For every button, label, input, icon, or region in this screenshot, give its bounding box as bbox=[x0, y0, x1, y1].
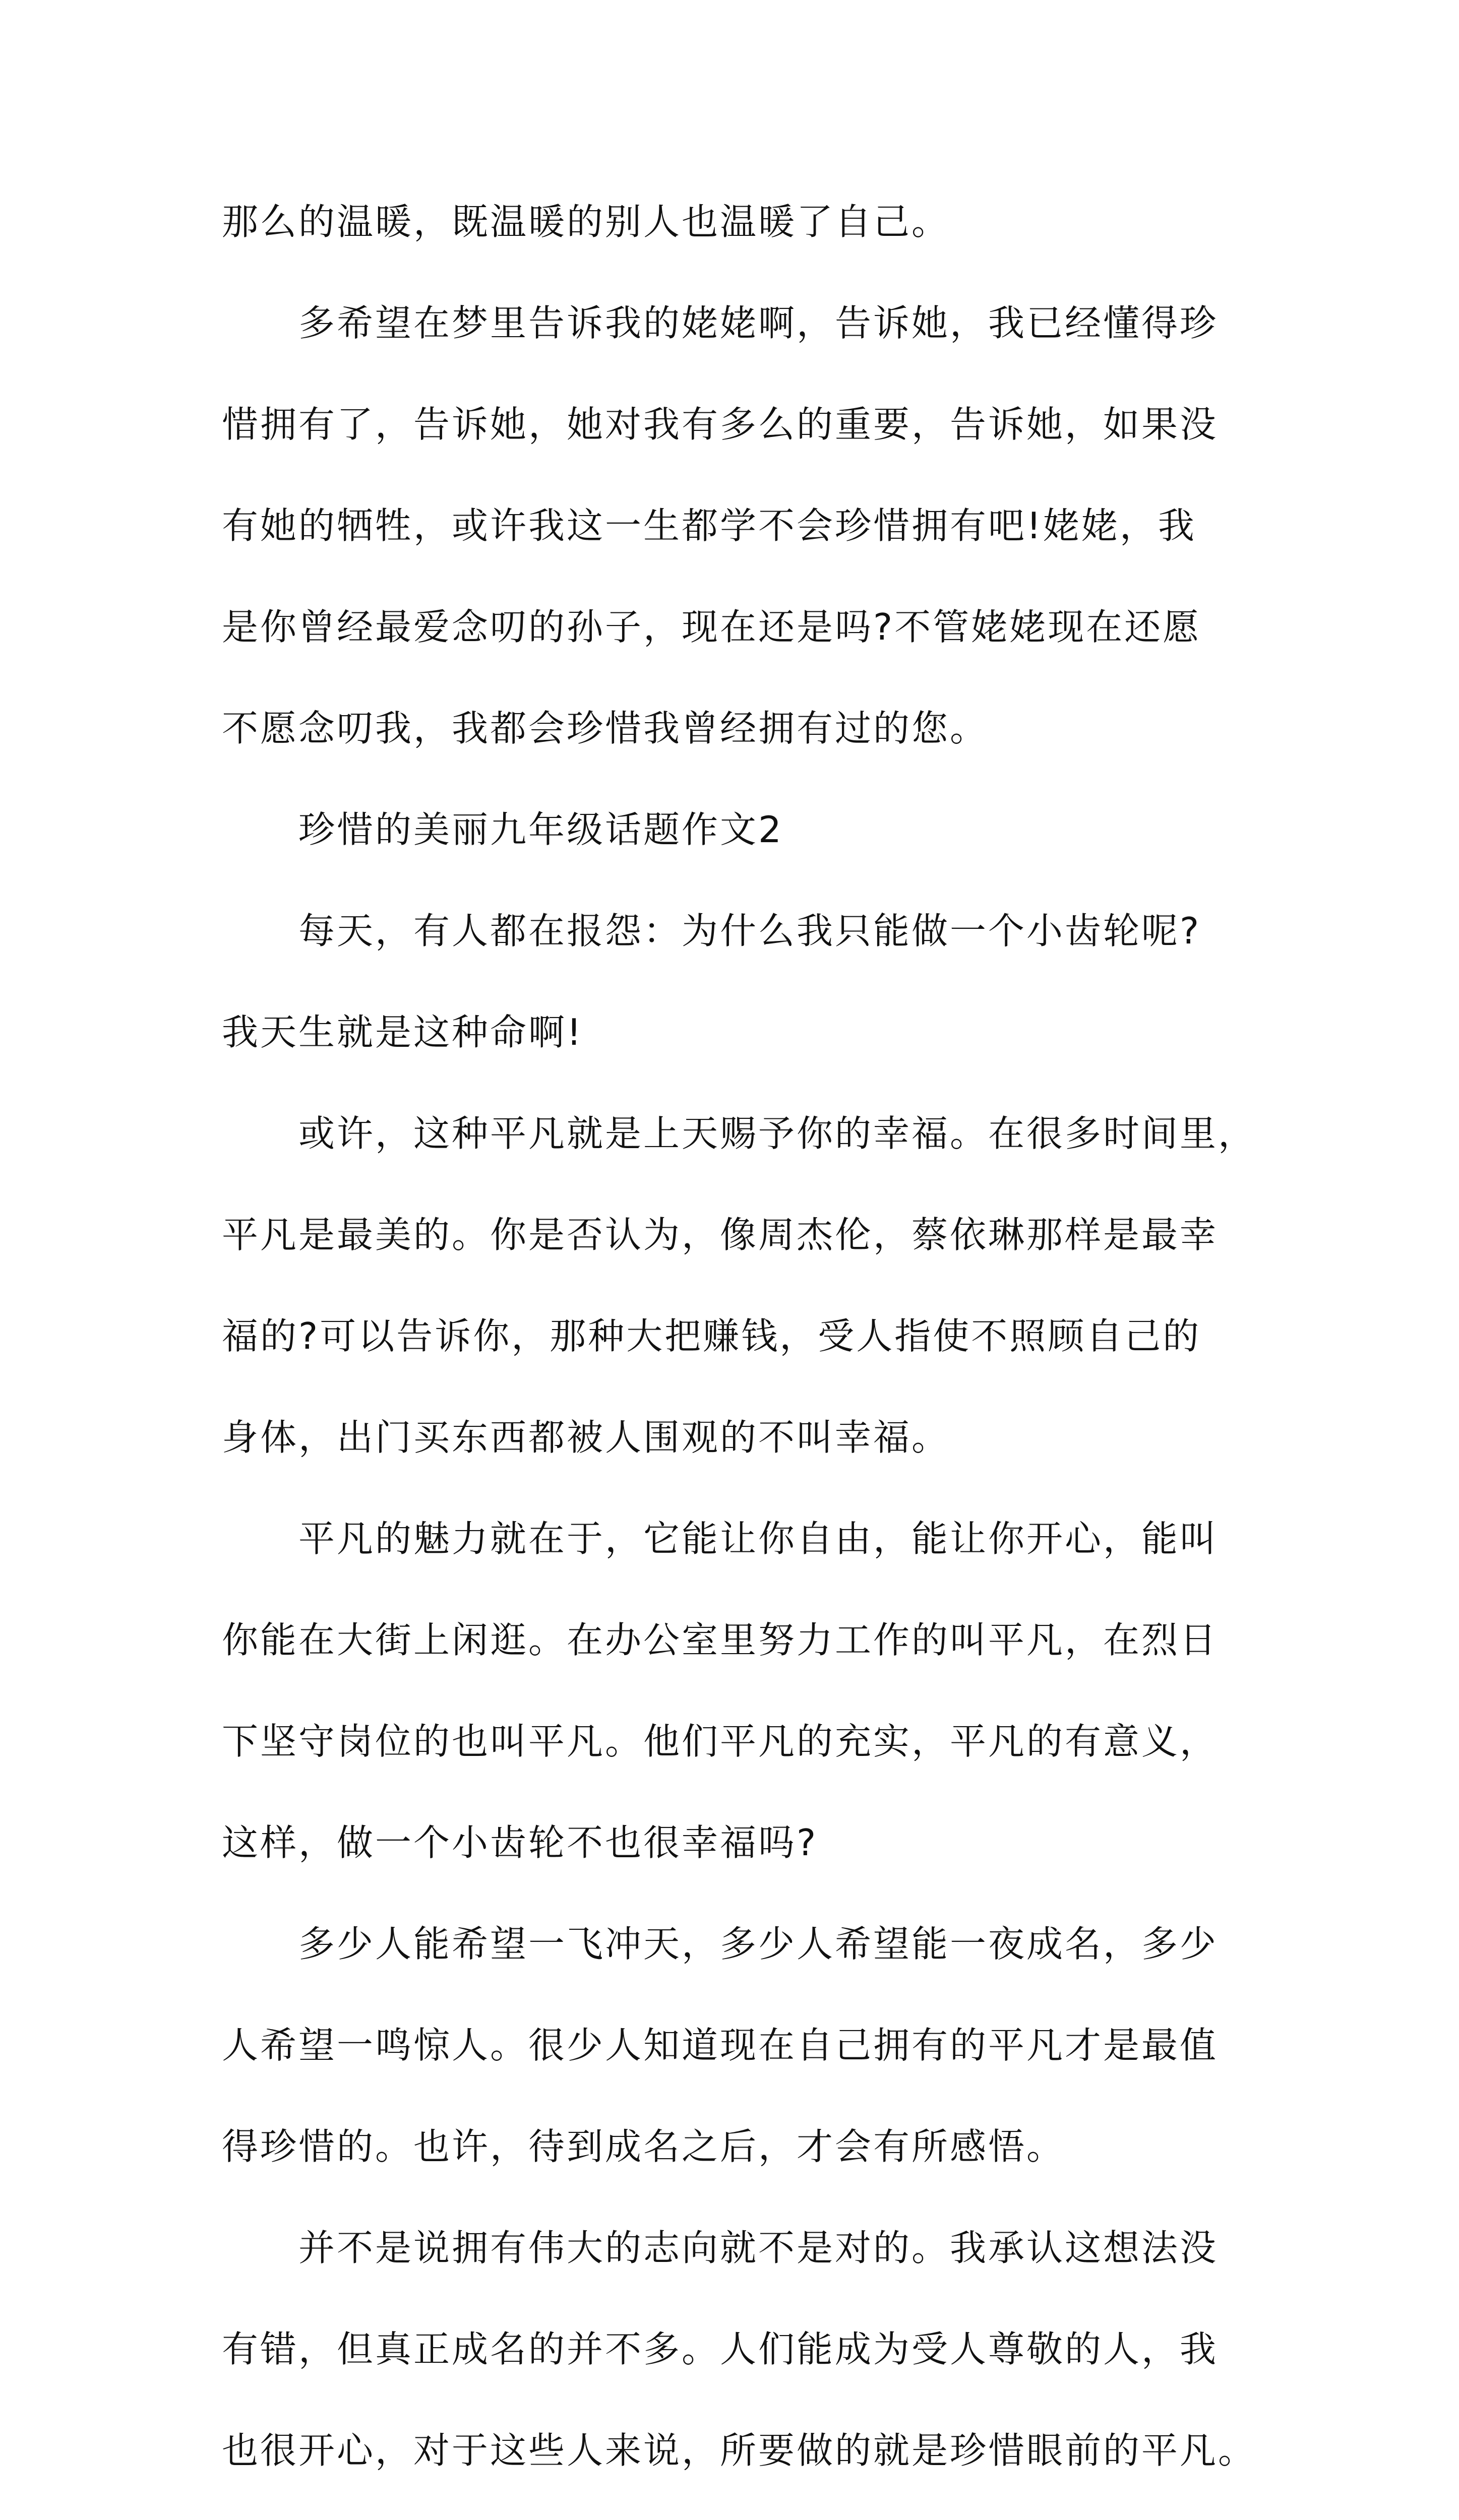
text-line: 多少人能希望一飞冲天，多少人希望能一夜成名，多少 bbox=[298, 1923, 1219, 1965]
text-line bbox=[222, 2501, 1250, 2520]
text-line: 或许，这种平凡就是上天赐予你的幸福。在很多时间里， bbox=[298, 1112, 1257, 1155]
essay-text bbox=[222, 171, 1257, 2520]
text-line: 下坚守岗位的也叫平凡。他们平凡的充实，平凡的有意义， bbox=[222, 1720, 1219, 1762]
text-line: 也很开心，对于这些人来说，所要做的就是珍惜眼前的平凡。 bbox=[222, 2429, 1257, 2472]
text-line: 每天，有人都在报怨：为什么我只能做一个小齿轮呢? bbox=[298, 910, 1201, 952]
text-line: 这样，做一个小齿轮不也很幸福吗? bbox=[222, 1821, 818, 1864]
text-line: 惜拥有了，告诉她，她对我有多么的重要，告诉她，如果没 bbox=[222, 403, 1219, 446]
text-line: 有错，但真正成名的并不多。人们能成为受人尊敬的人，我 bbox=[222, 2328, 1219, 2370]
essay-title: 珍惜的美丽九年级话题作文2 bbox=[298, 808, 783, 851]
text-line: 平凡是最美的。你是否认为，像周杰伦，蔡依琳那样是最幸 bbox=[222, 1214, 1219, 1256]
text-line: 是你曾经最爱念叨的孙子，现在还是吗?不管姥姥现在还愿 bbox=[222, 606, 1201, 648]
text-line: 得珍惜的。也许，待到成名之后，才会有所感悟。 bbox=[222, 2125, 1065, 2168]
text-line: 那么的温暖，既温暖的别人也温暖了自己。 bbox=[222, 201, 950, 243]
text-line: 你能在大街上闲逛。在办公室里努力工作的叫平凡，在烈日 bbox=[222, 1619, 1219, 1661]
text-line: 并不是说拥有伟大的志向就不是对的。我承认这想法没 bbox=[298, 2227, 1219, 2269]
text-line: 福的?可以告诉你，那种大把赚钱，受人指使不照顾自己的 bbox=[222, 1315, 1201, 1357]
text-line: 我天生就是这种命啊! bbox=[222, 1011, 583, 1053]
text-line: 不愿念叨我，我都会珍惜我曾经拥有过的您。 bbox=[222, 707, 989, 749]
text-line: 有她的牺牲，或许我这一生都学不会珍惜拥有吧!姥姥，我 bbox=[222, 505, 1196, 547]
text-line: 身体，出门买东西都被人围观的不叫幸福。 bbox=[222, 1416, 950, 1459]
text-line: 多希望在梦里告诉我的姥姥啊，告诉她，我已经懂得珍 bbox=[298, 302, 1219, 344]
text-line: 平凡的魅力就在于，它能让你自由，能让你开心，能叫 bbox=[298, 1518, 1219, 1560]
text-line: 人希望一鸣惊人。很少人知道现在自己拥有的平凡才是最值 bbox=[222, 2024, 1219, 2066]
